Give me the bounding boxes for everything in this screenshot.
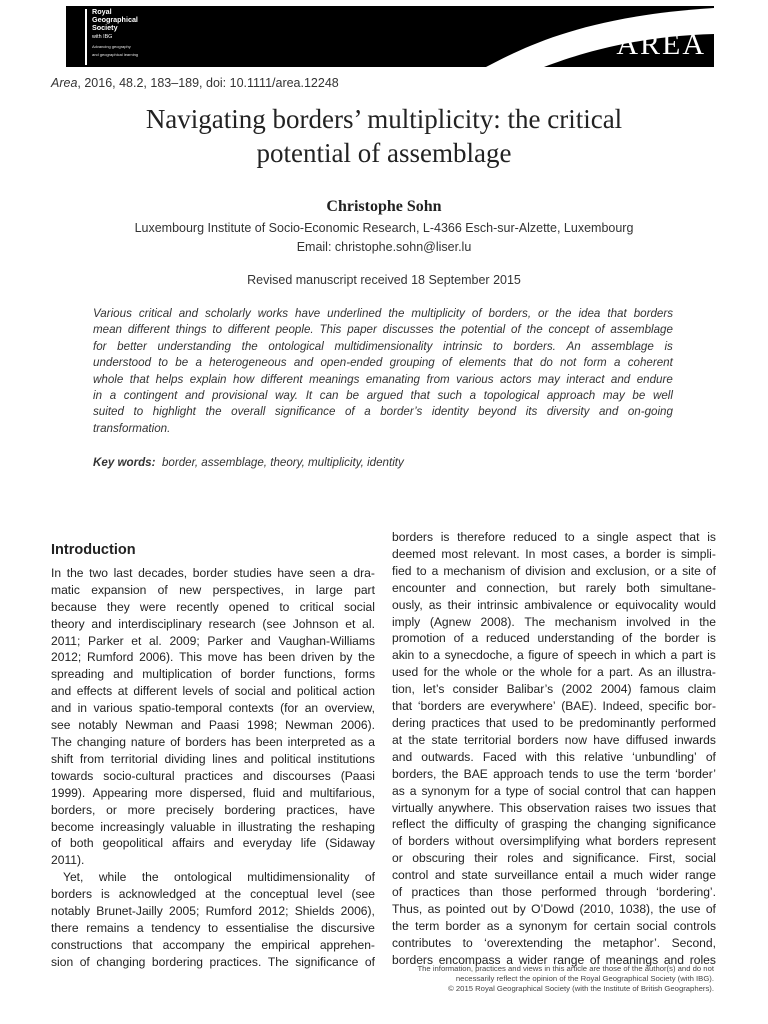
body-line: of practices than those performed through ‘bordering’. xyxy=(392,885,716,900)
abstract-line: Various critical and scholarly works have underlined the multiplicity of borders, or the idea that borders xyxy=(93,307,673,320)
body-line: that ‘borders are everywhere’ (BAE). Indeed, specific bor- xyxy=(392,699,716,714)
body-line: 2011). xyxy=(51,853,85,868)
footer-notice xyxy=(417,964,714,995)
body-line: see notably Newman and Paasi 1998; Newman 2006). xyxy=(51,718,375,733)
body-line: tion, let’s consider Balibar’s (2002 2004) famous claim xyxy=(392,682,716,697)
abstract-line: suited to highlight the overall significance of a border’s identity beyond its diversity and on-going xyxy=(93,405,673,419)
body-line: 2011; Parker et al. 2009; Parker and Vaughan-Williams xyxy=(51,633,375,648)
society-name-1: Royal xyxy=(92,7,112,16)
author-name: Christophe Sohn xyxy=(326,198,442,215)
body-line: virtually anywhere. This observation raises two issues that xyxy=(392,800,716,815)
society-name-2: Geographical xyxy=(92,15,138,25)
body-line: In the two last decades, border studies have seen a dra- xyxy=(51,565,375,580)
tagline-2: and geographical learning xyxy=(92,51,139,57)
body-line: theory and interdisciplinary research (see Johnson et al. xyxy=(51,616,375,631)
body-line: the term border as a synonym for certain social controls xyxy=(392,918,716,933)
body-line: there remains a tendency to essentialise the discursive xyxy=(51,920,375,935)
body-line: shift from territorial dividing lines and political institutions xyxy=(51,751,375,766)
body-line: encounter and connection, but rarely both simultane- xyxy=(392,580,716,595)
body-line: borders, or more precisely bordering practices, have xyxy=(51,802,375,817)
citation-details: , 2016, 48.2, 183–189, doi: 10.1111/area.12248 xyxy=(77,76,339,90)
body-line: contributes to ‘overextending the metaphor’. Second, xyxy=(392,935,716,950)
body-line: become increasingly valuable in illustrating the reshaping xyxy=(51,819,375,834)
body-line: sion of changing bordering practices. The significance of xyxy=(51,954,375,969)
affiliation: Luxembourg Institute of Socio-Economic Research, L-4366 Esch-sur-Alzette, Luxembourg xyxy=(134,221,634,235)
abstract-line: mean different things to different people. This paper discusses the potential of the concept of assemblage xyxy=(93,323,673,337)
body-line: and in various spatio-temporal contexts (for an overview, xyxy=(51,701,375,716)
body-line: ously, as their intrinsic ambivalence or equivocality would xyxy=(392,597,716,612)
journal-banner xyxy=(66,6,714,67)
article-title xyxy=(60,102,708,170)
keywords-label: Key words: xyxy=(93,456,156,469)
body-line: promotion of a reduced understanding of the border is xyxy=(392,631,716,646)
body-line: as a synonym for a type of social control that can happen xyxy=(392,783,716,798)
body-line: notably Brunet-Jailly 2005; Rumford 2012; Shields 2006), xyxy=(51,904,375,919)
body-line: and effects at different levels of social and political action xyxy=(51,684,375,699)
footer-line: necessarily reflect the opinion of the Royal Geographical Society (with IBG). xyxy=(455,974,714,984)
body-line: borders is therefore reduced to a single aspect that is xyxy=(392,530,716,544)
abstract-line: in a contingent and provisional way. It can be argued that such a topological approach may be well xyxy=(93,389,673,403)
journal-name: AREA xyxy=(616,28,706,61)
author-email: Email: christophe.sohn@liser.lu xyxy=(296,240,472,254)
abstract-line: transformation. xyxy=(93,421,171,435)
footer-line: The information, practices and views in this article are those of the author(s) and do not xyxy=(417,964,714,973)
body-line: dering practices that used to be predominantly performed xyxy=(392,715,716,730)
body-line: spreading and multiplication of border functions, forms xyxy=(51,667,375,682)
citation-journal: Area xyxy=(51,76,78,90)
abstract xyxy=(93,306,673,437)
body-line: The changing nature of borders has been interpreted as a xyxy=(51,734,375,749)
abstract-line: whole that helps explain how different meanings emanating from various actors may interact and endure xyxy=(93,372,673,386)
body-line: akin to a synecdoche, a figure of speech in which a part is xyxy=(392,648,716,663)
title-line-1: Navigating borders’ multiplicity: the critical xyxy=(145,104,623,134)
with-ibg: with IBG xyxy=(92,33,113,40)
abstract-line: understood to be a heterogeneous and open-ended grouping of elements that do not form a coherent xyxy=(93,356,673,370)
body-line: towards socio-cultural practices and discourses (Paasi xyxy=(51,768,375,783)
body-line: of borders without oversimplifying what borders represent xyxy=(392,834,716,849)
left-body xyxy=(51,565,375,971)
body-line: control and state surveillance entail a much wider range xyxy=(392,868,716,883)
body-line: 1999). Appearing more dispersed, fluid and multifarious, xyxy=(51,785,375,800)
society-name-3: Society xyxy=(92,23,118,33)
body-line: at the state territorial borders now have diffused inwards xyxy=(392,732,716,747)
body-line: fied to a mechanism of division and exclusion, or a site of xyxy=(392,563,716,578)
footer-line: © 2015 Royal Geographical Society (with the Institute of British Geographers). xyxy=(448,984,714,994)
title-line-2: potential of assemblage xyxy=(256,138,512,168)
body-line: Thus, as pointed out by O’Dowd (2010, 1038), the use of xyxy=(392,901,716,916)
abstract-line: for better understanding the ontological multidimensionality intrinsic to borders. An assemblage is xyxy=(93,339,673,353)
keywords xyxy=(93,456,404,469)
body-line: used for the whole or the whole for a part. As an illustra- xyxy=(392,665,716,680)
citation xyxy=(51,76,339,90)
rgs-logo xyxy=(92,8,138,57)
right-body xyxy=(392,529,716,969)
tagline-1: Advancing geography xyxy=(92,43,131,49)
body-line: constructions that accompany the empirical apprehen- xyxy=(51,937,375,952)
body-line: reflect the difficulty of grasping the changing significance xyxy=(392,817,716,832)
body-line: because they were recently opened to critical social xyxy=(51,599,375,614)
body-line: and outwards. Faced with this relative ‘unbundling’ of xyxy=(392,749,716,764)
body-line: 2012; Rumford 2006). This move has been driven by the xyxy=(51,650,375,665)
body-line: borders encompass a wider range of meanings and roles xyxy=(392,952,716,967)
body-line: of both geopolitical affairs and everyday life (Sidaway xyxy=(51,836,375,851)
body-line: matic expansion of new perspectives, in large part xyxy=(51,582,375,597)
body-line: deemed most relevant. In most cases, a border is simpli- xyxy=(392,546,716,561)
body-line: or obscuring their roles and significance. First, social xyxy=(392,851,716,866)
right-column xyxy=(392,529,716,969)
left-column xyxy=(51,542,375,971)
body-line: borders, the BAE approach tends to use the term ‘border’ xyxy=(392,766,716,781)
body-line: imply (Agnew 2008). The mechanism involved in the xyxy=(392,614,716,629)
revised-date: Revised manuscript received 18 September 2015 xyxy=(247,273,521,287)
rgs-logo-bar xyxy=(85,9,87,65)
body-line: borders is acknowledged at the conceptual level (see xyxy=(51,887,375,902)
section-heading: Introduction xyxy=(51,542,136,558)
body-line: Yet, while the ontological multidimensionality of xyxy=(63,870,375,885)
keywords-list: border, assemblage, theory, multiplicity, identity xyxy=(161,456,404,469)
